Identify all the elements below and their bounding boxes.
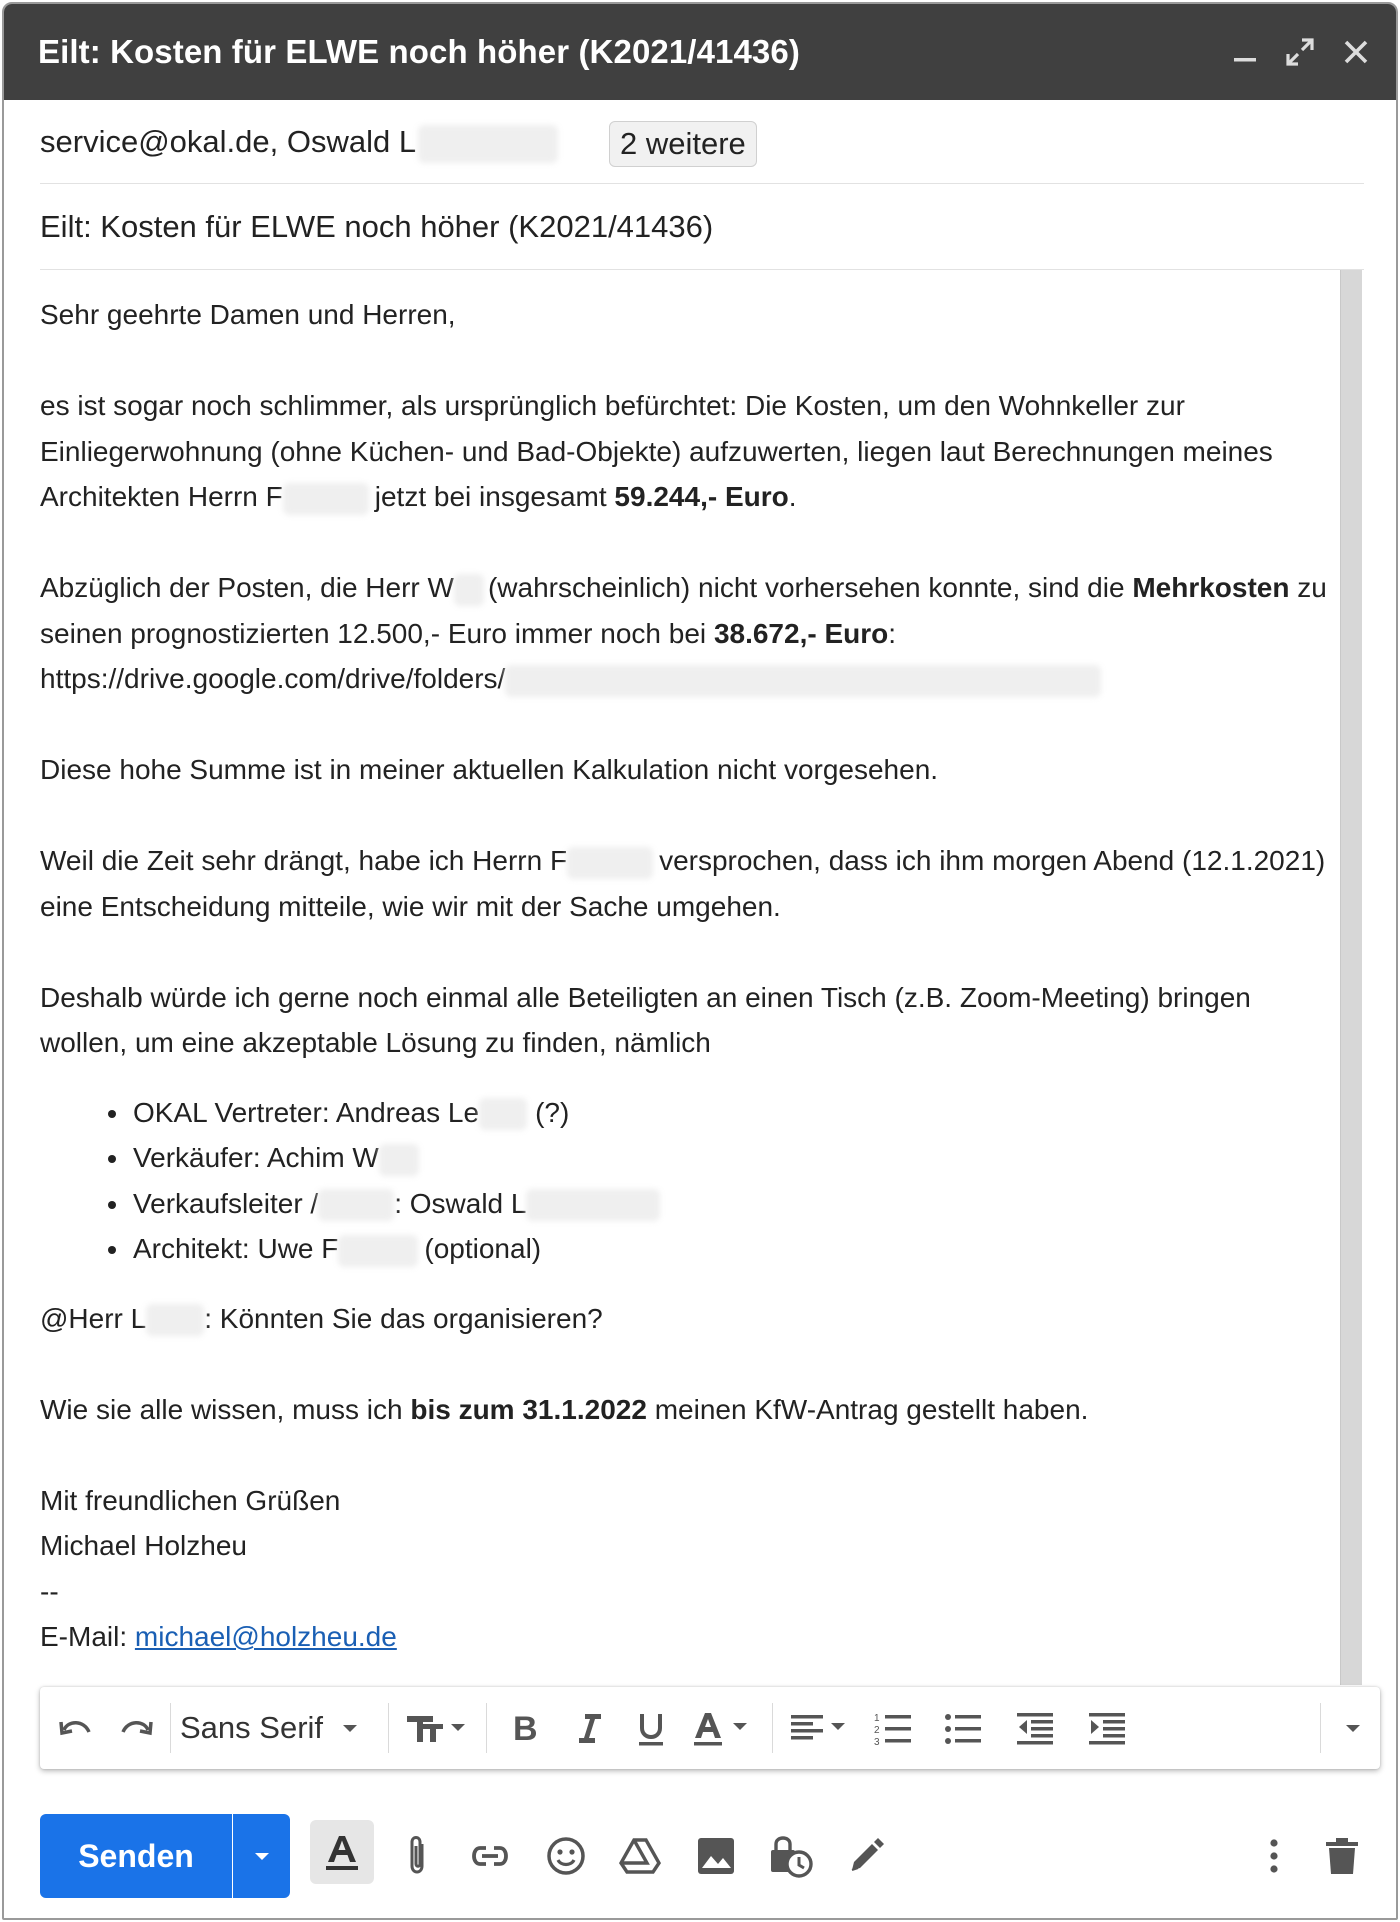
list-item: Verkäufer: Achim W [40, 1135, 1340, 1181]
paragraph-budget: Diese hohe Summe ist in meiner aktuellen Kalkulation nicht vorgesehen. [40, 754, 939, 785]
fullscreen-icon[interactable] [1280, 32, 1320, 72]
list-item: OKAL Vertreter: Andreas Le (?) [40, 1090, 1340, 1136]
emoji-icon[interactable] [542, 1832, 590, 1880]
formatting-toolbar [40, 1687, 1380, 1769]
svg-text:1: 1 [874, 1713, 880, 1724]
window-title: Eilt: Kosten für ELWE noch höher (K2021/41436) [38, 33, 800, 70]
confidential-mode-icon[interactable] [766, 1832, 814, 1880]
redo-icon[interactable] [110, 1702, 162, 1754]
paragraph-deadline: Weil die Zeit sehr drängt, habe ich Herrn F versprochen, dass ich ihm morgen Abend (12.1.2021) eine Entscheidung mitteile, wie wir mit der Sache umgehen. [40, 845, 1326, 922]
redacted-text [146, 1304, 204, 1336]
svg-text:B: B [513, 1710, 538, 1748]
paragraph-kfw: Wie sie alle wissen, muss ich bis zum 31.1.2022 meinen KfW-Antrag gestellt haben. [40, 1393, 1089, 1425]
compose-window [2, 2, 1398, 1920]
google-drive-icon[interactable] [616, 1832, 664, 1880]
italic-icon[interactable] [560, 1702, 618, 1754]
svg-text:3: 3 [874, 1737, 880, 1748]
chevron-down-icon [250, 1844, 274, 1868]
formatting-options-icon[interactable] [310, 1820, 374, 1884]
message-body[interactable] [40, 292, 1340, 1660]
bulleted-list-icon[interactable] [932, 1702, 994, 1754]
paragraph-organize: @Herr L : Könnten Sie das organisieren? [40, 1296, 1340, 1342]
amount-total: 59.244,- Euro [614, 481, 789, 512]
sender-name: Michael Holzheu [40, 1530, 247, 1561]
recipients-field[interactable] [40, 112, 1364, 184]
greeting: Sehr geehrte Damen und Herren, [40, 299, 456, 330]
closing: Mit freundlichen Grüßen [40, 1484, 341, 1516]
scrollbar[interactable] [1340, 270, 1362, 1685]
signature-email: E-Mail: michael@holzheu.de [40, 1621, 397, 1652]
insert-photo-icon[interactable] [692, 1832, 740, 1880]
font-family-label: Sans Serif [180, 1710, 324, 1745]
indent-less-icon[interactable] [1004, 1702, 1066, 1754]
svg-text:2: 2 [874, 1725, 880, 1736]
close-icon[interactable] [1336, 32, 1376, 72]
send-options-button[interactable] [233, 1814, 290, 1898]
redacted-text [318, 1189, 394, 1221]
minimize-icon[interactable] [1226, 32, 1266, 72]
font-family-select[interactable] [180, 1702, 380, 1754]
recipients-text: service@okal.de, Oswald L [40, 124, 417, 159]
subject-field[interactable]: Eilt: Kosten für ELWE noch höher (K2021/41436) [40, 194, 1364, 270]
attach-file-icon[interactable] [394, 1832, 442, 1880]
redacted-text [526, 1189, 660, 1221]
redacted-link [505, 665, 1101, 697]
paragraph-meeting: Deshalb würde ich gerne noch einmal alle Beteiligten an einen Tisch (z.B. Zoom-Meeting) bringen wollen, um eine akzeptable Lösung zu finden, nämlich [40, 981, 1251, 1058]
amount-extra: 38.672,- Euro [713, 617, 889, 649]
redacted-text [418, 125, 558, 163]
underline-icon[interactable] [622, 1702, 680, 1754]
more-formatting-icon[interactable] [1330, 1702, 1376, 1754]
email-link[interactable]: michael@holzheu.de [134, 1621, 397, 1652]
paragraph-costs: es ist sogar noch schlimmer, als ursprünglich befürchtet: Die Kosten, um den Wohnkeller zur Einliegerwohnung (ohne Küchen- und Bad-Objekte) aufzuwerten, liegen laut Berechnungen meines Architekten Herrn F jetzt bei insgesamt 59.244,- Euro. [40, 383, 1340, 520]
list-item: Architekt: Uwe F (optional) [40, 1226, 1340, 1272]
text-color-icon[interactable] [684, 1702, 764, 1754]
signature-separator: -- [40, 1575, 59, 1607]
font-size-icon[interactable] [398, 1702, 478, 1754]
more-options-icon[interactable] [1254, 1832, 1294, 1880]
paragraph-extra-costs: Abzüglich der Posten, die Herr W (wahrscheinlich) nicht vorhersehen konnte, sind die Mehrkosten zu seinen prognostizierten 12.500,- Euro immer noch bei 38.672,- Euro: https://drive.google.com/drive/folders/ [40, 565, 1340, 702]
send-row [4, 1794, 1396, 1904]
send-button[interactable]: Senden [40, 1814, 232, 1898]
redacted-text [479, 1098, 527, 1130]
indent-more-icon[interactable] [1076, 1702, 1138, 1754]
redacted-text [283, 483, 369, 515]
more-recipients-button[interactable]: 2 weitere [609, 121, 757, 167]
redacted-text [379, 1144, 419, 1176]
undo-icon[interactable] [50, 1702, 102, 1754]
signature-pen-icon[interactable] [842, 1832, 890, 1880]
drive-link[interactable]: https://drive.google.com/drive/folders/ [40, 663, 506, 694]
title-bar [4, 4, 1396, 100]
bold-icon[interactable] [496, 1702, 554, 1754]
redacted-text [338, 1235, 418, 1267]
align-icon[interactable] [782, 1702, 862, 1754]
insert-link-icon[interactable] [466, 1832, 514, 1880]
redacted-text [454, 574, 484, 606]
redacted-text [567, 847, 653, 879]
discard-draft-icon[interactable] [1318, 1832, 1366, 1880]
list-item: Verkaufsleiter / : Oswald L [40, 1181, 1340, 1227]
participants-list [40, 1090, 1340, 1272]
numbered-list-icon[interactable] [862, 1702, 924, 1754]
